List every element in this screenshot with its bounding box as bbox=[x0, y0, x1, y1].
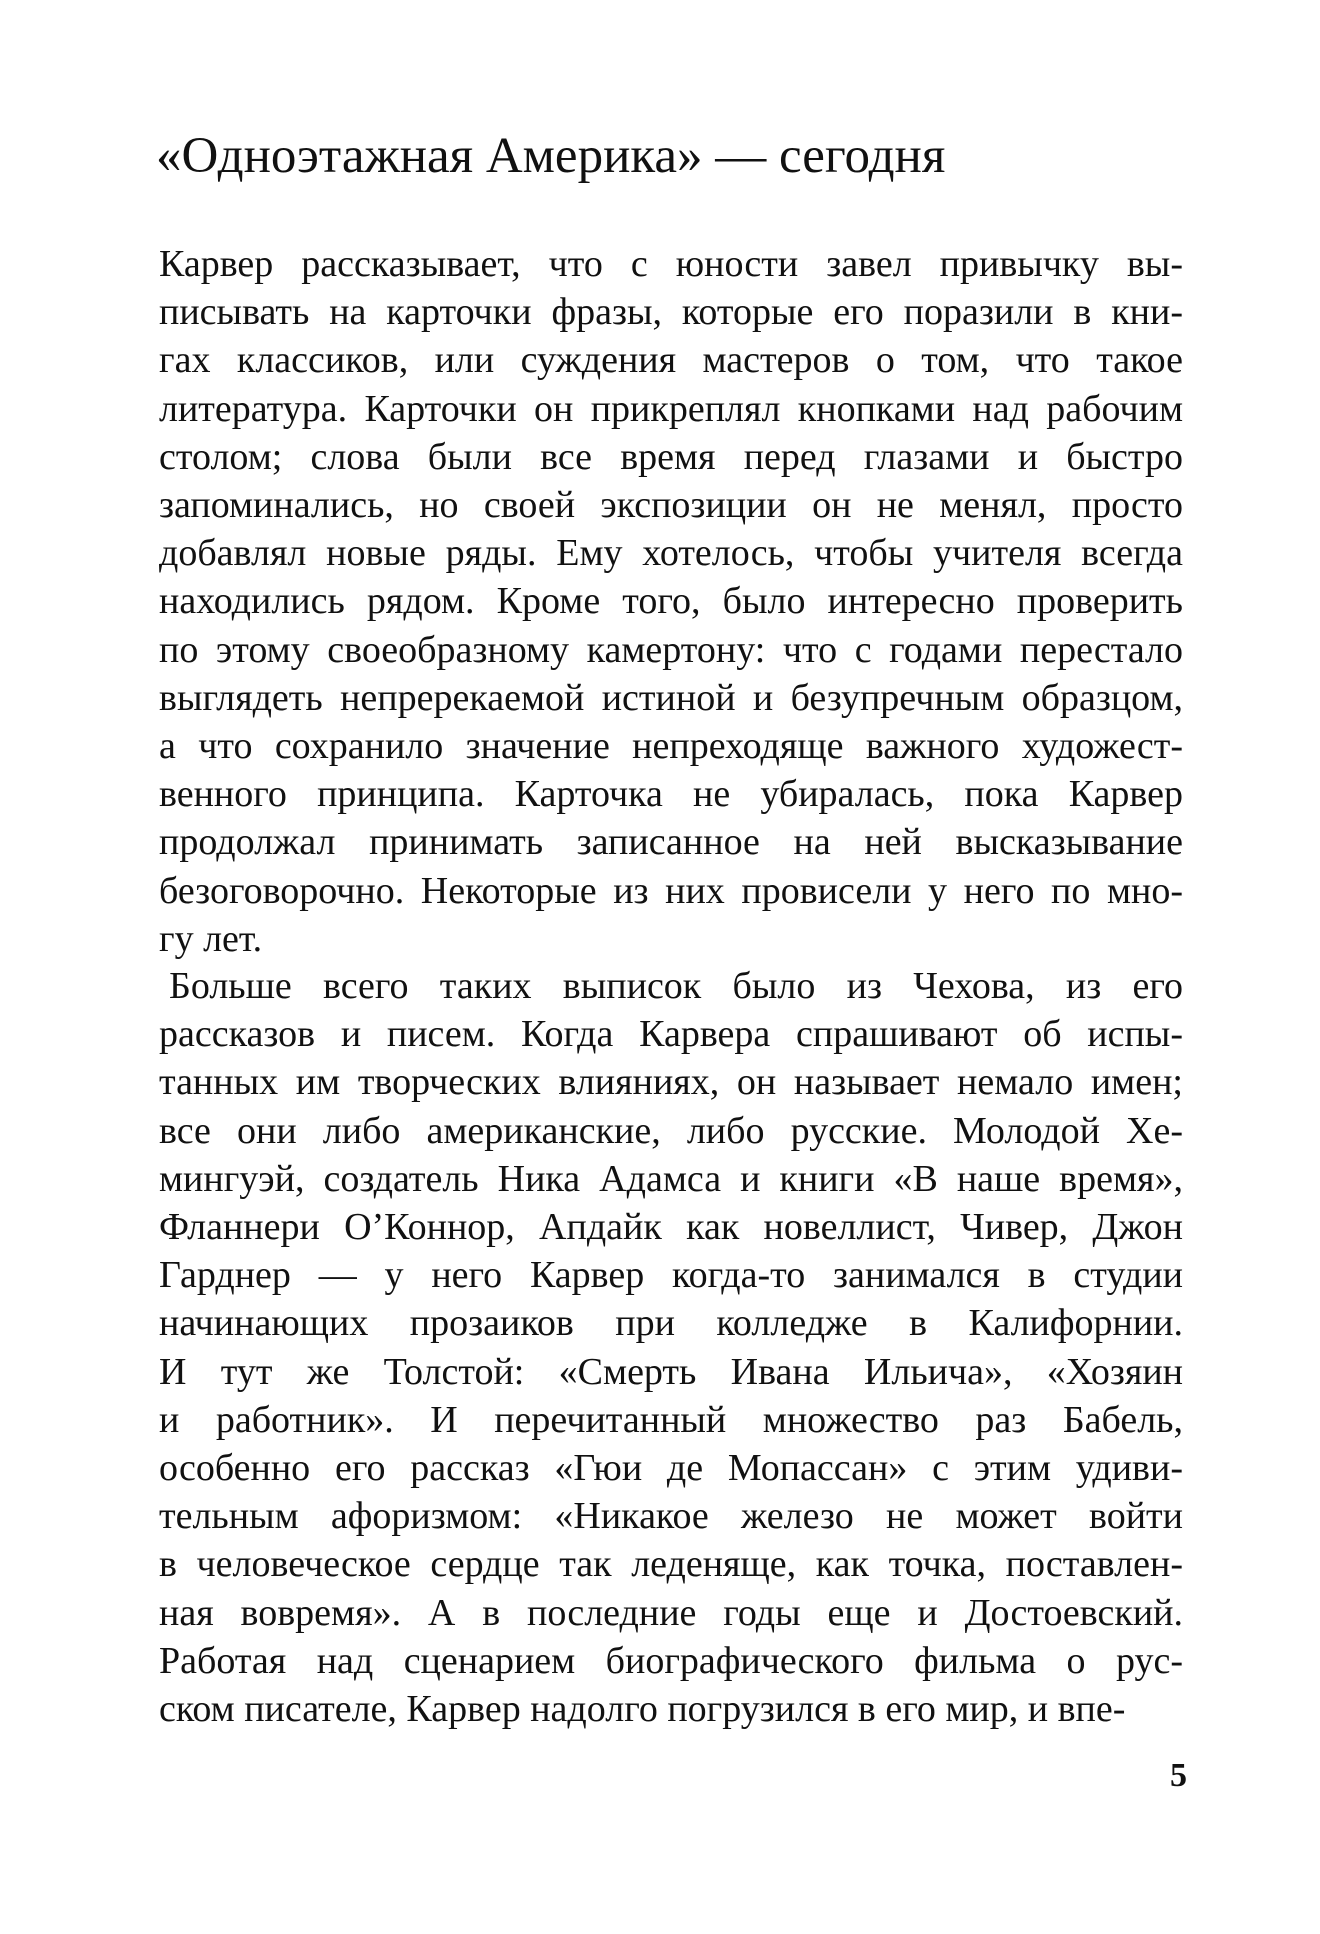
text-line: в человеческое сердце так леденяще, как точка, поставлен- bbox=[159, 1543, 1183, 1586]
text-line: Гарднер — у него Карвер когда-то занимался в студии bbox=[159, 1254, 1183, 1297]
text-line: писывать на карточки фразы, которые его поразили в кни- bbox=[159, 291, 1183, 334]
paragraph-2 bbox=[159, 962, 1183, 1733]
text-line: выглядеть непререкаемой истиной и безупречным образцом, bbox=[159, 676, 1183, 719]
text-line: Фланнери О’Коннор, Апдайк как новеллист, Чивер, Джон bbox=[159, 1206, 1183, 1249]
text-line: гах классиков, или суждения мастеров о том, что такое bbox=[159, 339, 1183, 382]
text-line: И тут же Толстой: «Смерть Ивана Ильича», «Хозяин bbox=[159, 1350, 1183, 1393]
text-line: литература. Карточки он прикреплял кнопками над рабочим bbox=[159, 387, 1183, 430]
text-line: продолжал принимать записанное на ней высказывание bbox=[159, 821, 1183, 864]
text-line: танных им творческих влияниях, он называет немало имен; bbox=[159, 1061, 1183, 1104]
text-line: начинающих прозаиков при колледже в Калифорнии. bbox=[159, 1302, 1183, 1345]
text-line: Работая над сценарием биографического фильма о рус- bbox=[159, 1639, 1183, 1682]
text-line: Больше всего таких выписок было из Чехова, из его bbox=[169, 965, 1183, 1007]
text-line: особенно его рассказ «Гюи де Мопассан» с этим удиви- bbox=[159, 1447, 1183, 1490]
text-line: а что сохранило значение непреходяще важного художест- bbox=[159, 725, 1183, 768]
text-line: ском писателе, Карвер надолго погрузился в его мир, и впе- bbox=[159, 1688, 1126, 1731]
page-number: 5 bbox=[1170, 1757, 1187, 1794]
text-line: безоговорочно. Некоторые из них провисели у него по мно- bbox=[159, 869, 1183, 912]
text-line: рассказов и писем. Когда Карвера спрашивают об испы- bbox=[159, 1013, 1183, 1056]
text-line: гу лет. bbox=[159, 917, 263, 960]
text-line: столом; слова были все время перед глазами и быстро bbox=[159, 435, 1183, 478]
text-line: ная вовремя». А в последние годы еще и Достоевский. bbox=[159, 1591, 1183, 1634]
paragraph-1 bbox=[159, 240, 1183, 963]
text-line: запоминались, но своей экспозиции он не менял, просто bbox=[159, 484, 1183, 527]
text-line: добавлял новые ряды. Ему хотелось, чтобы учителя всегда bbox=[159, 532, 1183, 575]
text-line: и работник». И перечитанный множество раз Бабель, bbox=[159, 1398, 1183, 1441]
text-line: мингуэй, создатель Ника Адамса и книги «В наше время», bbox=[159, 1157, 1183, 1200]
chapter-title: «Одноэтажная Америка» — сегодня bbox=[156, 128, 946, 184]
text-line: находились рядом. Кроме того, было интересно проверить bbox=[159, 580, 1183, 623]
text-line: все они либо американские, либо русские. Молодой Хе- bbox=[159, 1109, 1183, 1152]
text-line: Карвер рассказывает, что с юности завел привычку вы- bbox=[159, 243, 1183, 285]
text-line: венного принципа. Карточка не убиралась, пока Карвер bbox=[159, 773, 1183, 816]
text-line: по этому своеобразному камертону: что с годами перестало bbox=[159, 628, 1183, 671]
text-line: тельным афоризмом: «Никакое железо не может войти bbox=[159, 1495, 1183, 1538]
